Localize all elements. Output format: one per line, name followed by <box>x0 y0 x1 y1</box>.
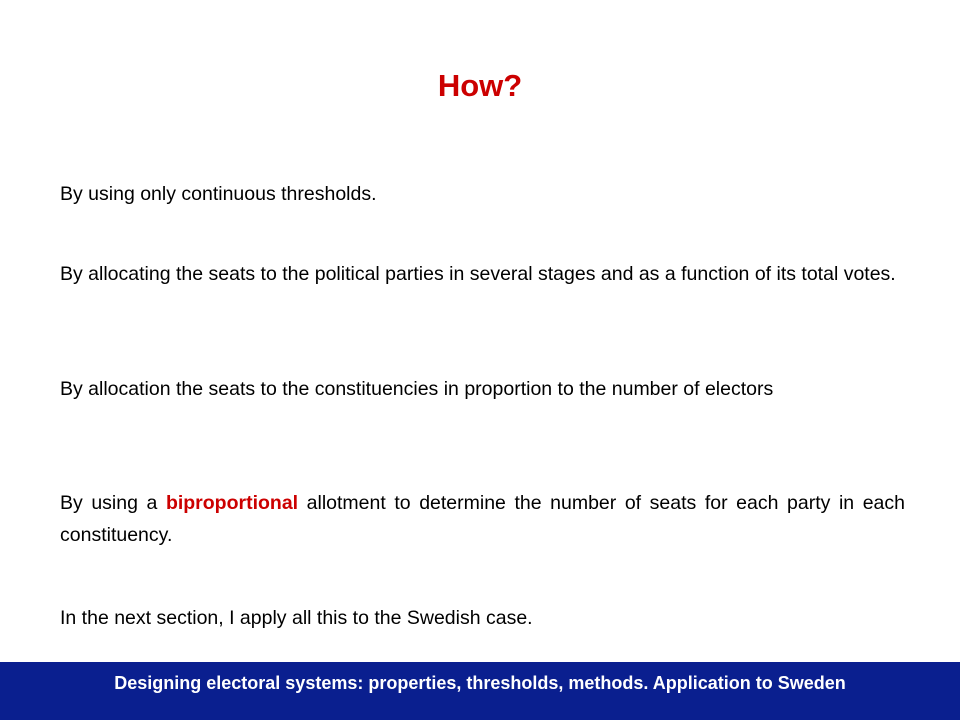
footer-bar <box>0 662 960 720</box>
paragraph-allocation-constituencies: By allocation the seats to the constituencies in proportion to the number of electors <box>60 378 774 400</box>
biproportional-highlight: biproportional <box>165 492 299 514</box>
paragraph-next-section: In the next section, I apply all this to the Swedish case. <box>60 607 533 629</box>
footer-title: Designing electoral systems: properties, thresholds, methods. Application to Sweden <box>114 673 846 693</box>
paragraph-continuous-thresholds: By using only continuous thresholds. <box>60 183 377 205</box>
paragraph-biproportional <box>60 487 905 551</box>
paragraph-allocation-parties: By allocating the seats to the political parties in several stages and as a function of its total votes. <box>60 263 896 285</box>
paragraph-biproportional-end: allotment to determine the number of seats for each party in each constituency. <box>60 492 905 546</box>
paragraph-biproportional-start: By using a <box>60 492 166 514</box>
slide-title: How? <box>437 68 523 103</box>
